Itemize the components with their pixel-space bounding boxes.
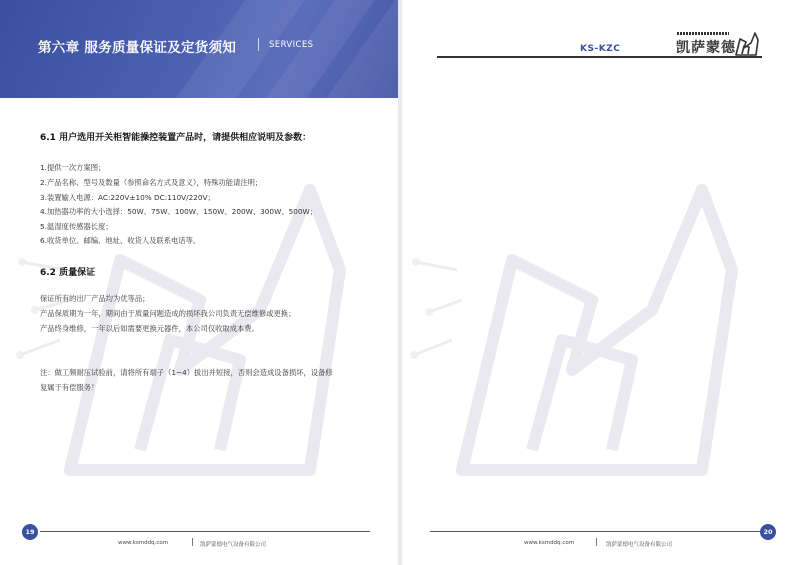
list-item: 3.装置输入电源：AC:220V±10% DC:110V/220V； — [40, 193, 215, 202]
title-divider — [258, 38, 259, 51]
list-item: 产品保质期为一年，期间由于质量问题造成的损坏我公司负责无偿维修或更换； — [40, 309, 296, 318]
brand-logo-icon — [732, 31, 766, 57]
model-label: KS-KZC — [580, 44, 621, 54]
right-page — [402, 0, 800, 565]
list-item: 5.温湿度传感器长度； — [40, 222, 113, 231]
header-band — [0, 0, 398, 98]
footer-rule — [430, 531, 760, 532]
list-item: 1.提供一次方案图； — [40, 163, 106, 172]
section-tag: SERVICES — [269, 40, 314, 50]
list-item: 保证所有的出厂产品均为优等品； — [40, 294, 150, 303]
brand-subtext — [677, 32, 729, 35]
section-heading-6-1: 6.1 用户选用开关柜智能操控装置产品时，请提供相应说明及参数： — [40, 133, 312, 143]
brand-name: 凯萨蒙德 — [676, 40, 736, 56]
watermark-logo — [402, 150, 800, 480]
list-item: 6.收货单位、邮编、地址、收货人及联系电话等。 — [40, 236, 201, 245]
footer-company: 凯萨蒙德电气设备有限公司 — [200, 542, 267, 548]
footer-company: 凯萨蒙德电气设备有限公司 — [606, 542, 673, 548]
list-item: 4.加热器功率的大小选择：50W、75W、100W、150W、200W、300W、500W； — [40, 207, 318, 216]
note-line: 注：做工频耐压试验前，请将所有端子（1~4）拔出并短接，否则会造成设备损坏，设备修 — [40, 368, 333, 377]
footer-divider — [596, 538, 597, 546]
list-item: 产品终身维修，一年以后如需要更换元器件，本公司仅收取成本费。 — [40, 324, 259, 333]
footer-rule — [40, 531, 370, 532]
header-rule — [437, 56, 762, 58]
footer-divider — [192, 538, 193, 546]
note-line: 复属于有偿服务！ — [40, 383, 99, 392]
section-heading-6-2: 6.2 质量保证 — [40, 268, 96, 278]
footer-url: www.ksmddq.com — [118, 540, 169, 546]
chapter-title: 第六章 服务质量保证及定货须知 — [38, 40, 237, 56]
page-number: 20 — [760, 524, 776, 540]
list-item: 2.产品名称、型号及数量（参照命名方式及意义），特殊功能请注明； — [40, 178, 263, 187]
footer-url: www.ksmddq.com — [524, 540, 575, 546]
page-number: 19 — [22, 524, 38, 540]
left-page — [0, 0, 398, 565]
